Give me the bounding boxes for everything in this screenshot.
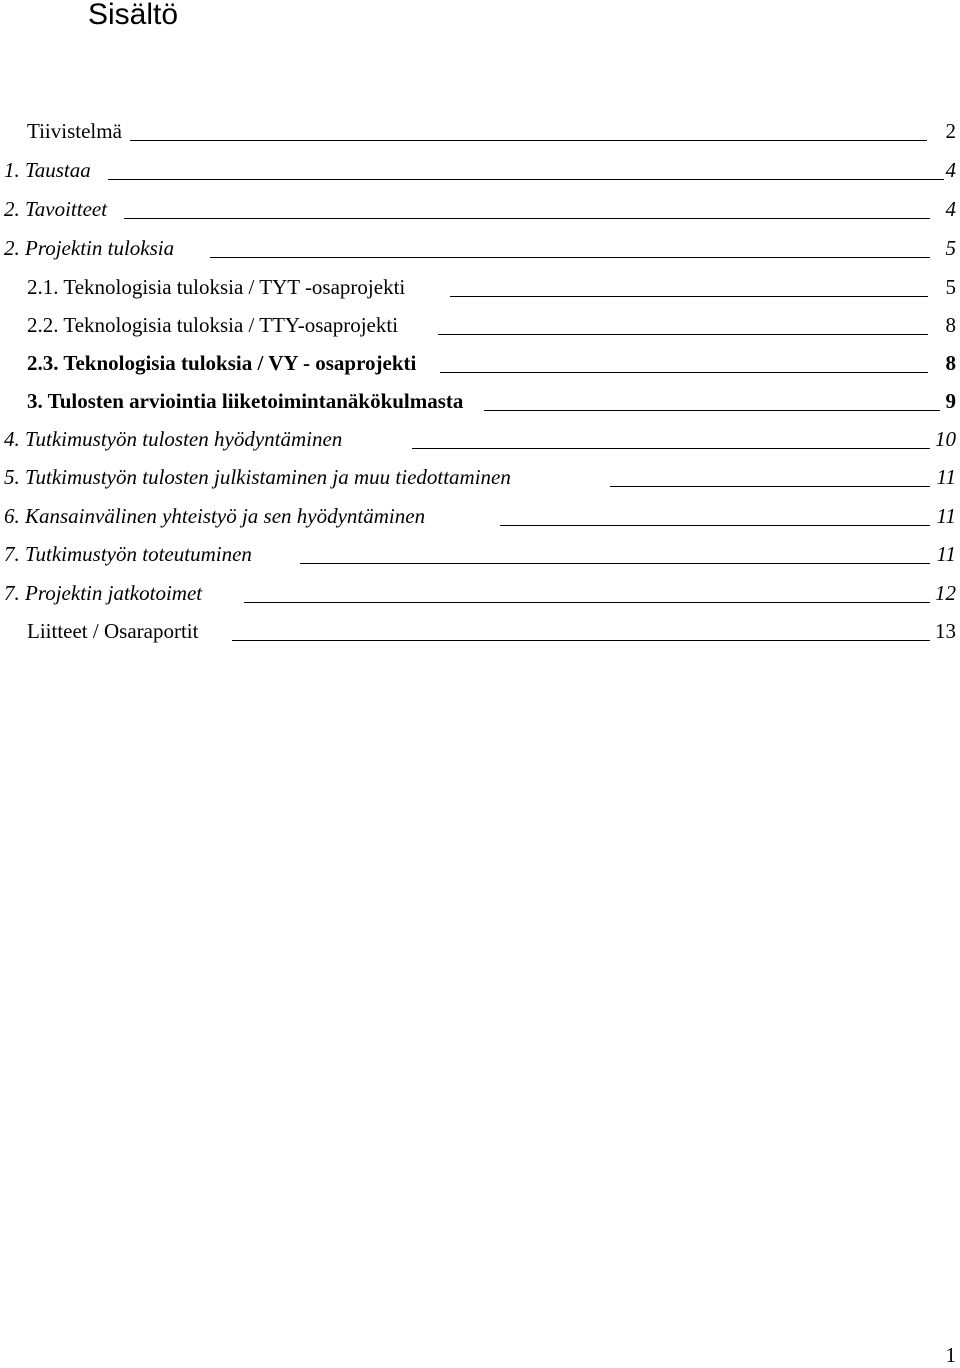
toc-entry-page: 8 — [945, 351, 956, 375]
toc-entry-tulosten-hyodyntaminen[interactable] — [0, 424, 960, 454]
toc-entry-label: 2. Tavoitteet — [4, 197, 108, 221]
toc-leader-line — [412, 448, 930, 449]
toc-leader-line — [108, 179, 944, 180]
toc-entry-page: 9 — [945, 389, 956, 413]
toc-entry-page: 2 — [945, 119, 956, 143]
toc-entry-page: 5 — [945, 275, 956, 299]
toc-entry-tulosten-arviointia[interactable] — [0, 386, 960, 416]
toc-leader-line — [440, 372, 928, 373]
toc-leader-line — [244, 602, 930, 603]
toc-entry-label: 5. Tutkimustyön tulosten julkistaminen ja muu tiedottaminen — [4, 465, 511, 489]
toc-leader-line — [438, 334, 928, 335]
page-title: Sisältö — [88, 0, 179, 31]
page-number: 1 — [945, 1343, 956, 1367]
toc-entry-label: 7. Projektin jatkotoimet — [4, 581, 203, 605]
toc-entry-page: 12 — [935, 581, 956, 605]
toc-entry-tavoitteet[interactable] — [0, 194, 960, 224]
toc-entry-tiivistelma[interactable] — [0, 116, 960, 146]
toc-entry-page: 13 — [935, 619, 956, 643]
toc-leader-line — [124, 218, 930, 219]
toc-leader-line — [300, 563, 930, 564]
toc-leader-line — [232, 640, 930, 641]
toc-entry-projektin-tuloksia[interactable] — [0, 233, 960, 263]
toc-leader-line — [210, 257, 930, 258]
toc-entry-page: 11 — [936, 542, 956, 566]
toc-leader-line — [484, 410, 940, 411]
toc-leader-line — [500, 525, 930, 526]
toc-entry-label: 2.1. Teknologisia tuloksia / TYT -osaprojekti — [27, 275, 406, 299]
toc-entry-tyt-osaprojekti[interactable] — [0, 272, 960, 302]
toc-entry-page: 10 — [935, 427, 956, 451]
toc-entry-page: 4 — [945, 158, 956, 182]
toc-entry-label: Tiivistelmä — [27, 119, 122, 143]
toc-leader-line — [610, 486, 930, 487]
toc-entry-page: 8 — [945, 313, 956, 337]
toc-leader-line — [130, 140, 927, 141]
toc-entry-label: 1. Taustaa — [4, 158, 91, 182]
toc-entry-page: 4 — [945, 197, 956, 221]
toc-entry-vy-osaprojekti[interactable] — [0, 348, 960, 378]
toc-entry-page: 11 — [936, 504, 956, 528]
toc-entry-kansainvalinen-yhteistyo[interactable] — [0, 501, 960, 531]
toc-entry-page: 5 — [945, 236, 956, 260]
toc-entry-label: 4. Tutkimustyön tulosten hyödyntäminen — [4, 427, 343, 451]
toc-entry-label: Liitteet / Osaraportit — [27, 619, 199, 643]
toc-entry-tty-osaprojekti[interactable] — [0, 310, 960, 340]
toc-entry-liitteet[interactable] — [0, 616, 960, 646]
toc-entry-jatkotoimet[interactable] — [0, 578, 960, 608]
toc-entry-label: 6. Kansainvälinen yhteistyö ja sen hyödyntäminen — [4, 504, 426, 528]
toc-entry-label: 2.2. Teknologisia tuloksia / TTY-osaprojekti — [27, 313, 399, 337]
toc-entry-toteutuminen[interactable] — [0, 539, 960, 569]
toc-entry-page: 11 — [936, 465, 956, 489]
toc-entry-label: 3. Tulosten arviointia liiketoimintanäkökulmasta — [27, 389, 464, 413]
toc-entry-label: 2. Projektin tuloksia — [4, 236, 175, 260]
toc-entry-label: 2.3. Teknologisia tuloksia / VY - osaprojekti — [27, 351, 417, 375]
toc-entry-taustaa[interactable] — [0, 155, 960, 185]
toc-leader-line — [450, 296, 928, 297]
toc-entry-julkistaminen[interactable] — [0, 462, 960, 492]
toc-entry-label: 7. Tutkimustyön toteutuminen — [4, 542, 252, 566]
